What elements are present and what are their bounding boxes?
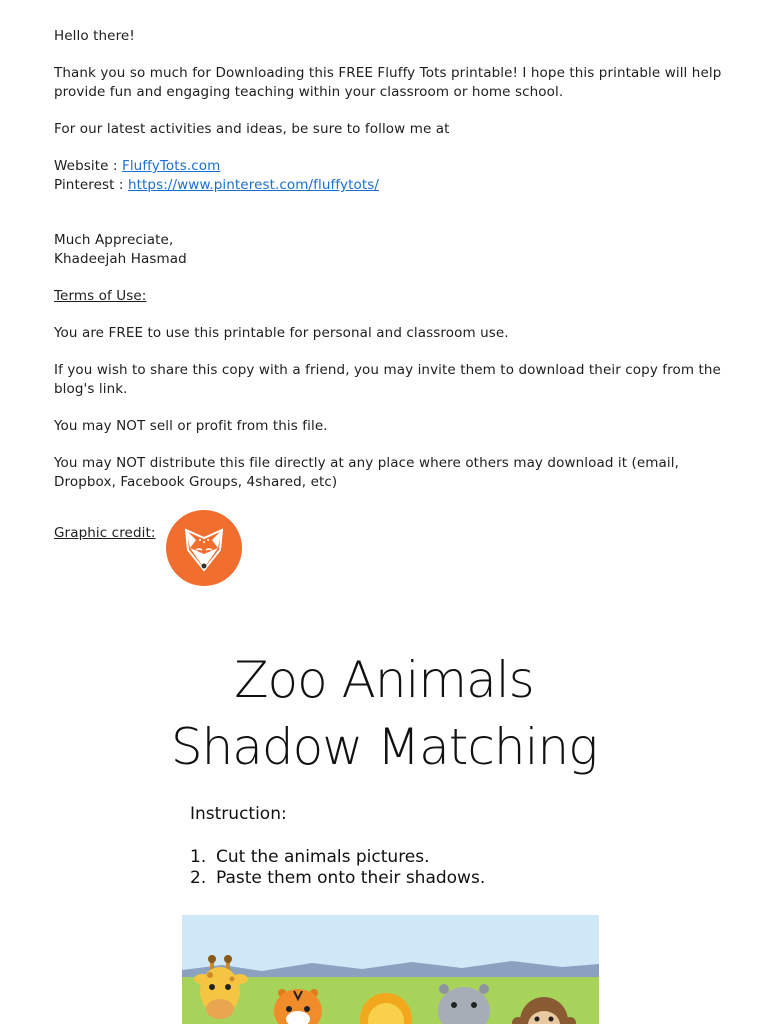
instruction-heading: Instruction: bbox=[190, 804, 287, 824]
website-link[interactable]: FluffyTots.com bbox=[121, 158, 221, 174]
hippo-icon bbox=[438, 984, 490, 1024]
thanks-paragraph: Thank you so much for Downloading this FREE Fluffy Tots printable! I hope this printable will help provide fun and engaging teaching within your classroom or home school. bbox=[54, 65, 722, 100]
graphic-credit bbox=[54, 510, 734, 586]
zoo-illustration bbox=[182, 915, 599, 1024]
step-text: Cut the animals pictures. bbox=[216, 847, 430, 867]
website-label: Website : bbox=[54, 158, 122, 174]
terms-item: You are FREE to use this printable for personal and classroom use. bbox=[54, 325, 509, 341]
fox-icon bbox=[166, 510, 242, 586]
pinterest-link[interactable]: https://www.pinterest.com/fluffytots/ bbox=[127, 177, 380, 193]
instructions bbox=[190, 804, 690, 889]
instruction-step bbox=[190, 847, 690, 868]
worksheet-subtitle: Shadow Matching bbox=[170, 718, 598, 776]
instruction-step bbox=[190, 868, 690, 889]
step-number: 2. bbox=[190, 868, 207, 888]
signoff: Much Appreciate, bbox=[54, 232, 174, 248]
worksheet-title: Zoo Animals bbox=[234, 651, 534, 709]
terms-item: You may NOT distribute this file directly at any place where others may download it (email, Dropbox, Facebook Groups, 4shared, etc) bbox=[54, 455, 680, 490]
follow-paragraph: For our latest activities and ideas, be sure to follow me at bbox=[54, 121, 450, 137]
intro-letter bbox=[54, 27, 734, 586]
terms-item: If you wish to share this copy with a friend, you may invite them to download their copy from the blog's link. bbox=[54, 362, 721, 397]
terms-item: You may NOT sell or profit from this file. bbox=[54, 418, 328, 434]
tiger-icon bbox=[274, 989, 322, 1024]
website-line bbox=[54, 157, 734, 176]
credit-label: Graphic credit: bbox=[54, 525, 156, 541]
pinterest-line bbox=[54, 176, 734, 195]
terms-heading: Terms of Use: bbox=[54, 288, 147, 304]
pinterest-label: Pinterest : bbox=[54, 177, 128, 193]
step-number: 1. bbox=[190, 847, 207, 867]
step-text: Paste them onto their shadows. bbox=[216, 868, 486, 888]
author-name: Khadeejah Hasmad bbox=[54, 251, 187, 267]
greeting: Hello there! bbox=[54, 28, 135, 44]
